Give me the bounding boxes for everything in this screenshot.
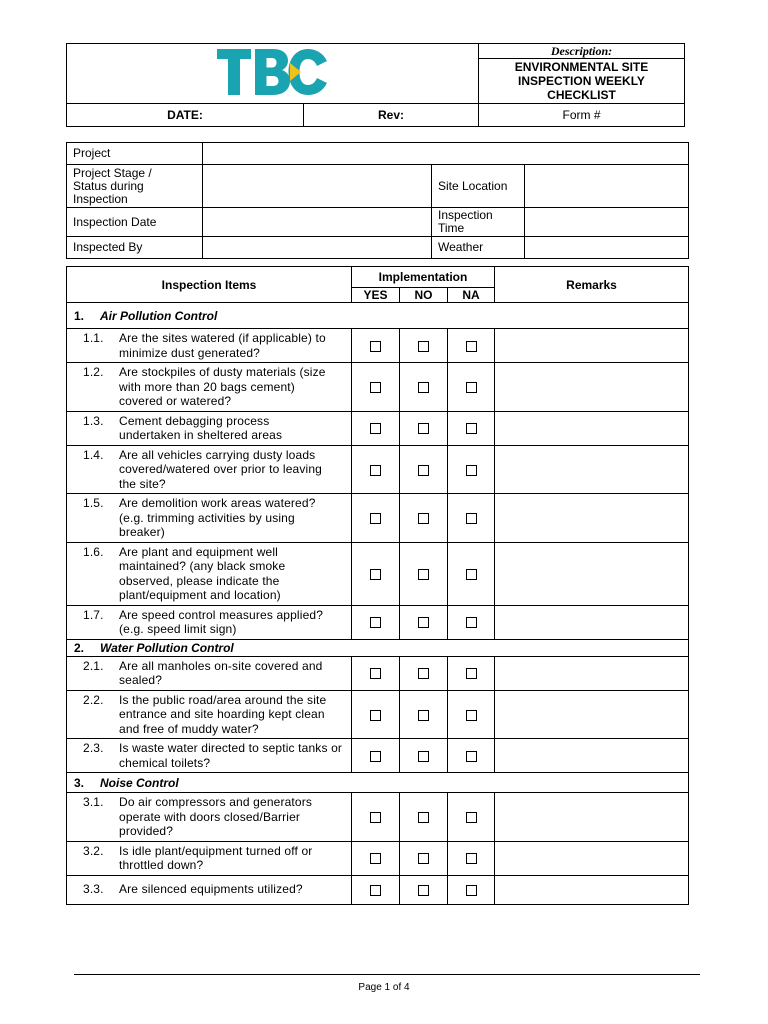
item-number: 2.1. <box>83 658 104 673</box>
no-checkbox[interactable] <box>418 885 429 896</box>
remarks-field[interactable] <box>495 793 689 842</box>
no-cell <box>400 841 448 875</box>
remarks-field[interactable] <box>495 841 689 875</box>
item-text-line: provided? <box>119 824 174 838</box>
section-number: 1. <box>74 308 85 323</box>
item-text <box>119 659 347 688</box>
item-text-line: entrance and site hoarding kept clean <box>119 707 325 721</box>
project-field[interactable] <box>203 143 689 165</box>
yes-cell <box>352 605 400 639</box>
description-label: Description: <box>479 44 684 59</box>
remarks-field[interactable] <box>495 363 689 412</box>
item-text <box>119 882 347 897</box>
yes-cell <box>352 656 400 690</box>
yes-cell <box>352 875 400 904</box>
item-text-line: the site? <box>119 476 166 491</box>
item-number: 1.5. <box>83 496 104 510</box>
section-title <box>67 303 689 329</box>
yes-cell <box>352 363 400 412</box>
no-checkbox[interactable] <box>418 465 429 476</box>
item-text-line: Cement debagging process <box>119 413 270 428</box>
checklist-item-row <box>67 690 689 739</box>
item-question <box>67 445 352 494</box>
no-checkbox[interactable] <box>418 341 429 352</box>
no-cell <box>400 690 448 739</box>
rev-label: Rev: <box>304 104 479 127</box>
yes-checkbox[interactable] <box>370 617 381 628</box>
yes-cell <box>352 329 400 363</box>
item-text-line: Are plant and equipment well <box>119 544 278 559</box>
item-text-line: and free of muddy water? <box>119 721 259 736</box>
item-number: 3.1. <box>83 795 104 809</box>
checklist-item-row <box>67 494 689 543</box>
description-cell <box>479 44 685 104</box>
item-text <box>119 795 347 839</box>
yes-checkbox[interactable] <box>370 465 381 476</box>
remarks-field[interactable] <box>495 494 689 543</box>
na-cell <box>448 363 495 412</box>
inspection-date-label: Inspection Date <box>67 208 203 237</box>
checklist-item-row <box>67 605 689 639</box>
section-title-text: Noise Control <box>100 775 179 790</box>
checklist-item-row <box>67 656 689 690</box>
item-text <box>119 741 347 770</box>
item-text-line: undertaken in sheltered areas <box>119 428 283 442</box>
item-number: 1.7. <box>83 607 104 622</box>
checklist-item-row <box>67 445 689 494</box>
item-text-line: Are the sites watered (if applicable) to <box>119 331 326 345</box>
item-text-line: chemical toilets? <box>119 755 211 770</box>
item-text-line: (e.g. speed limit sign) <box>119 622 237 636</box>
footer-divider <box>74 974 700 975</box>
section-title <box>67 773 689 793</box>
item-question <box>67 363 352 412</box>
item-text <box>119 545 347 603</box>
remarks-field[interactable] <box>495 739 689 773</box>
item-question <box>67 690 352 739</box>
item-text-line: observed, please indicate the <box>119 573 280 588</box>
item-question <box>67 841 352 875</box>
na-cell <box>448 841 495 875</box>
item-text-line: maintained? (any black smoke <box>119 559 286 573</box>
item-question <box>67 793 352 842</box>
no-header: NO <box>400 288 448 303</box>
item-text-line: Is the public road/area around the site <box>119 692 327 707</box>
no-checkbox[interactable] <box>418 617 429 628</box>
checklist-item-row <box>67 411 689 445</box>
item-text-line: plant/equipment and location) <box>119 588 281 602</box>
item-text-line: Are all manholes on-site covered and <box>119 658 323 673</box>
remarks-field[interactable] <box>495 445 689 494</box>
no-checkbox[interactable] <box>418 423 429 434</box>
item-text-line: throttled down? <box>119 858 204 872</box>
tbc-logo <box>217 48 329 96</box>
na-cell <box>448 739 495 773</box>
na-checkbox[interactable] <box>466 812 477 823</box>
item-question <box>67 542 352 605</box>
checklist-item-row <box>67 363 689 412</box>
na-checkbox[interactable] <box>466 710 477 721</box>
yes-checkbox[interactable] <box>370 710 381 721</box>
weather-label: Weather <box>432 237 525 259</box>
na-checkbox[interactable] <box>466 617 477 628</box>
page-number: Page 1 of 4 <box>358 982 410 993</box>
inspection-date-field[interactable] <box>203 208 432 237</box>
item-text-line: Are speed control measures applied? <box>119 607 324 622</box>
no-checkbox[interactable] <box>418 812 429 823</box>
remarks-header: Remarks <box>495 267 689 303</box>
item-text-line: operate with doors closed/Barrier <box>119 809 301 824</box>
yes-cell <box>352 793 400 842</box>
item-text <box>119 608 347 637</box>
project-stage-field[interactable] <box>203 165 432 208</box>
na-checkbox[interactable] <box>466 885 477 896</box>
yes-cell <box>352 411 400 445</box>
section-row <box>67 639 689 656</box>
no-cell <box>400 494 448 543</box>
no-cell <box>400 656 448 690</box>
checklist-item-row <box>67 739 689 773</box>
item-text-line: covered/watered over prior to leaving <box>119 462 322 476</box>
inspected-by-field[interactable] <box>203 237 432 259</box>
na-checkbox[interactable] <box>466 751 477 762</box>
remarks-field[interactable] <box>495 542 689 605</box>
no-checkbox[interactable] <box>418 382 429 393</box>
na-checkbox[interactable] <box>466 668 477 679</box>
no-cell <box>400 875 448 904</box>
no-cell <box>400 329 448 363</box>
no-cell <box>400 411 448 445</box>
logo-cell <box>67 44 479 104</box>
remarks-field[interactable] <box>495 690 689 739</box>
item-text <box>119 414 347 443</box>
yes-header: YES <box>352 288 400 303</box>
yes-cell <box>352 542 400 605</box>
project-label: Project <box>67 143 203 165</box>
item-question <box>67 875 352 904</box>
remarks-field[interactable] <box>495 875 689 904</box>
item-text <box>119 844 347 873</box>
section-row <box>67 303 689 329</box>
yes-cell <box>352 494 400 543</box>
item-text-line: Are all vehicles carrying dusty loads <box>119 447 316 462</box>
yes-cell <box>352 739 400 773</box>
checklist-item-row <box>67 329 689 363</box>
no-checkbox[interactable] <box>418 569 429 580</box>
na-checkbox[interactable] <box>466 382 477 393</box>
section-number: 3. <box>74 775 85 790</box>
item-text <box>119 365 347 409</box>
project-stage-label: Project Stage / Status during Inspection <box>67 165 203 208</box>
yes-checkbox[interactable] <box>370 853 381 864</box>
section-title-text: Air Pollution Control <box>100 308 218 323</box>
item-number: 3.3. <box>83 882 104 897</box>
item-text-line: Do air compressors and generators <box>119 795 313 809</box>
form-number-label: Form # <box>479 104 685 127</box>
na-cell <box>448 793 495 842</box>
item-text-line: covered or watered? <box>119 394 232 408</box>
weather-field[interactable] <box>525 237 689 259</box>
item-question <box>67 605 352 639</box>
no-checkbox[interactable] <box>418 513 429 524</box>
section-title-text: Water Pollution Control <box>100 640 234 655</box>
item-number: 1.1. <box>83 331 104 345</box>
item-text-line: (e.g. trimming activities by using <box>119 510 295 525</box>
yes-checkbox[interactable] <box>370 423 381 434</box>
item-number: 1.6. <box>83 544 104 559</box>
na-cell <box>448 690 495 739</box>
no-cell <box>400 363 448 412</box>
item-text-line: breaker) <box>119 525 165 539</box>
item-number: 3.2. <box>83 843 104 858</box>
item-text-line: Are stockpiles of dusty materials (size <box>119 365 326 379</box>
item-text-line: minimize dust generated? <box>119 345 261 360</box>
yes-cell <box>352 445 400 494</box>
item-number: 1.4. <box>83 447 104 462</box>
implementation-header: Implementation <box>352 267 495 288</box>
site-location-field[interactable] <box>525 165 689 208</box>
yes-cell <box>352 690 400 739</box>
no-cell <box>400 739 448 773</box>
remarks-field[interactable] <box>495 605 689 639</box>
item-text <box>119 693 347 737</box>
checklist-item-row <box>67 542 689 605</box>
no-cell <box>400 793 448 842</box>
item-text-line: Is waste water directed to septic tanks or <box>119 741 343 755</box>
document-header <box>66 43 685 127</box>
item-text-line: Are demolition work areas watered? <box>119 496 316 510</box>
date-label: DATE: <box>67 104 304 127</box>
na-cell <box>448 494 495 543</box>
yes-checkbox[interactable] <box>370 513 381 524</box>
inspection-items-header: Inspection Items <box>67 267 352 303</box>
yes-cell <box>352 841 400 875</box>
yes-checkbox[interactable] <box>370 341 381 352</box>
na-cell <box>448 542 495 605</box>
item-text <box>119 331 347 360</box>
checklist-item-row <box>67 875 689 904</box>
item-question <box>67 656 352 690</box>
item-text <box>119 496 347 540</box>
remarks-field[interactable] <box>495 656 689 690</box>
checklist-item-row <box>67 793 689 842</box>
item-text <box>119 448 347 492</box>
no-checkbox[interactable] <box>418 751 429 762</box>
item-text-line: Is idle plant/equipment turned off or <box>119 843 313 858</box>
na-checkbox[interactable] <box>466 513 477 524</box>
na-checkbox[interactable] <box>466 853 477 864</box>
checklist-item-row <box>67 841 689 875</box>
no-checkbox[interactable] <box>418 668 429 679</box>
na-checkbox[interactable] <box>466 423 477 434</box>
checklist-body <box>67 303 689 905</box>
inspected-by-label: Inspected By <box>67 237 203 259</box>
na-checkbox[interactable] <box>466 569 477 580</box>
na-cell <box>448 875 495 904</box>
item-number: 2.2. <box>83 692 104 707</box>
no-cell <box>400 445 448 494</box>
inspection-time-label: Inspection Time <box>432 208 525 237</box>
item-question <box>67 329 352 363</box>
item-number: 1.2. <box>83 365 104 379</box>
yes-checkbox[interactable] <box>370 569 381 580</box>
document-title: ENVIRONMENTAL SITE INSPECTION WEEKLY CHECKLIST <box>514 60 649 102</box>
remarks-field[interactable] <box>495 411 689 445</box>
inspection-checklist-table <box>66 266 689 905</box>
item-text-line: sealed? <box>119 673 163 687</box>
yes-checkbox[interactable] <box>370 885 381 896</box>
na-cell <box>448 329 495 363</box>
yes-checkbox[interactable] <box>370 668 381 679</box>
item-question <box>67 739 352 773</box>
project-info-table <box>66 142 689 259</box>
na-checkbox[interactable] <box>466 465 477 476</box>
yes-checkbox[interactable] <box>370 751 381 762</box>
yes-checkbox[interactable] <box>370 812 381 823</box>
section-number: 2. <box>74 640 85 655</box>
item-text-line: Are silenced equipments utilized? <box>119 882 303 897</box>
no-cell <box>400 542 448 605</box>
item-number: 2.3. <box>83 741 104 755</box>
yes-checkbox[interactable] <box>370 382 381 393</box>
item-text-line: with more than 20 bags cement) <box>119 379 295 394</box>
section-title <box>67 639 689 656</box>
no-cell <box>400 605 448 639</box>
inspection-time-field[interactable] <box>525 208 689 237</box>
na-cell <box>448 445 495 494</box>
section-row <box>67 773 689 793</box>
item-number: 1.3. <box>83 413 104 428</box>
na-header: NA <box>448 288 495 303</box>
remarks-field[interactable] <box>495 329 689 363</box>
no-checkbox[interactable] <box>418 710 429 721</box>
na-cell <box>448 411 495 445</box>
na-cell <box>448 656 495 690</box>
no-checkbox[interactable] <box>418 853 429 864</box>
item-question <box>67 494 352 543</box>
item-question <box>67 411 352 445</box>
na-cell <box>448 605 495 639</box>
site-location-label: Site Location <box>432 165 525 208</box>
na-checkbox[interactable] <box>466 341 477 352</box>
